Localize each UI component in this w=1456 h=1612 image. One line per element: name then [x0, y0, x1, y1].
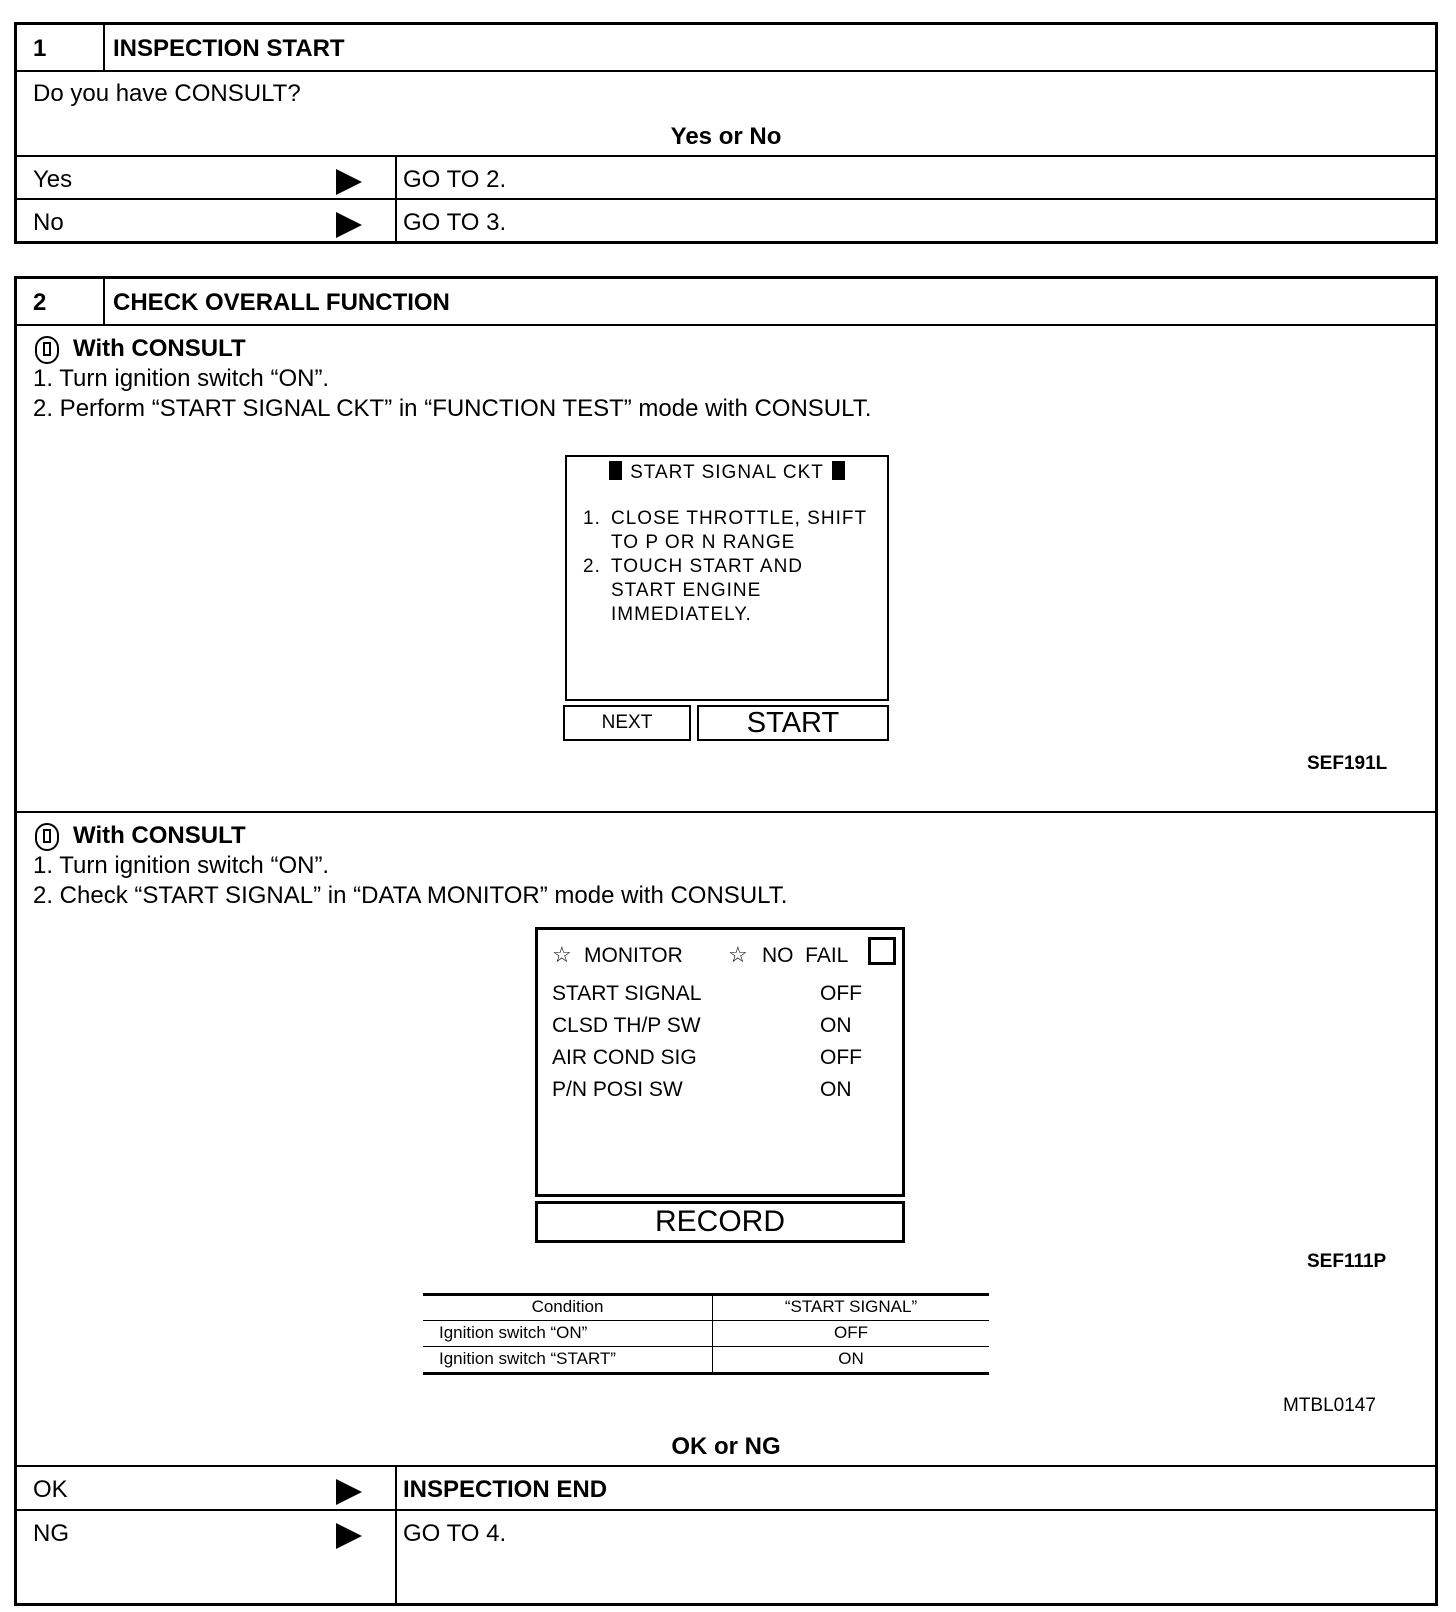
step-title: INSPECTION START [113, 35, 345, 62]
table-ref: MTBL0147 [1283, 1395, 1376, 1416]
table-cell: Ignition switch “ON” [439, 1323, 588, 1342]
table-rule [423, 1293, 989, 1296]
table-rule [423, 1372, 989, 1375]
table-header: “START SIGNAL” [784, 1297, 918, 1316]
arrow-right-icon [336, 212, 362, 238]
answer-no-action[interactable]: GO TO 3. [403, 209, 507, 236]
consult-icon [35, 823, 59, 851]
block-icon [609, 461, 622, 480]
divider [17, 198, 1435, 200]
start-button[interactable]: START [697, 705, 889, 741]
answer-yes-label: Yes [33, 166, 73, 193]
instruction-step-1: 1. Turn ignition switch “ON”. [33, 365, 330, 392]
monitor-row-name: CLSD TH/P SW [552, 1014, 701, 1037]
screen-title-row [567, 461, 887, 485]
block-icon [832, 461, 845, 480]
table-cell: ON [838, 1349, 864, 1368]
item-text: CLOSE THROTTLE, SHIFT [611, 508, 868, 529]
data-monitor-screen [535, 927, 905, 1197]
monitor-label: MONITOR [584, 944, 683, 967]
divider [395, 1465, 397, 1603]
section-heading: With CONSULT [73, 822, 246, 849]
monitor-row-name: P/N POSI SW [552, 1078, 683, 1101]
divider [17, 811, 1435, 813]
figure-ref: SEF111P [1307, 1251, 1387, 1272]
answer-no-label: No [33, 209, 64, 236]
divider [17, 1465, 1435, 1467]
instruction-step-2: 2. Check “START SIGNAL” in “DATA MONITOR” mode with CONSULT. [33, 882, 788, 909]
arrow-right-icon [336, 169, 362, 195]
nofail-label: NO FAIL [762, 944, 849, 967]
divider [17, 155, 1435, 157]
question-text: Do you have CONSULT? [33, 80, 301, 107]
condition-table [423, 1293, 989, 1377]
consult-icon [35, 336, 59, 364]
choice-label: OK or NG [671, 1433, 781, 1460]
figure-ref: SEF191L [1307, 753, 1388, 774]
table-cell: OFF [834, 1323, 868, 1342]
arrow-right-icon [336, 1523, 362, 1549]
divider [103, 279, 105, 325]
monitor-row-name: START SIGNAL [552, 982, 702, 1005]
instruction-step-2: 2. Perform “START SIGNAL CKT” in “FUNCTION TEST” mode with CONSULT. [33, 395, 872, 422]
table-cell: Ignition switch “START” [439, 1349, 616, 1368]
record-button[interactable]: RECORD [535, 1201, 905, 1243]
item-text: TOUCH START AND [611, 556, 804, 577]
divider [103, 25, 105, 71]
answer-ok-action[interactable]: INSPECTION END [403, 1476, 608, 1503]
item-number: 2. [583, 556, 601, 577]
answer-ng-label: NG [33, 1520, 69, 1547]
monitor-row-value: OFF [820, 1046, 862, 1069]
next-button[interactable]: NEXT [563, 705, 691, 741]
item-number: 1. [583, 508, 601, 529]
monitor-row-value: OFF [820, 982, 862, 1005]
step-number: 2 [33, 289, 47, 316]
star-icon: ☆ [728, 942, 748, 967]
table-rule [423, 1346, 989, 1347]
divider [17, 70, 1435, 72]
item-text: IMMEDIATELY. [611, 604, 752, 625]
table-header: Condition [531, 1297, 604, 1316]
step-1-box [14, 22, 1438, 244]
monitor-row-name: AIR COND SIG [552, 1046, 697, 1069]
answer-yes-action[interactable]: GO TO 2. [403, 166, 507, 193]
arrow-right-icon [336, 1479, 362, 1505]
step-2-box [14, 276, 1438, 1606]
item-text: START ENGINE [611, 580, 762, 601]
instruction-step-1: 1. Turn ignition switch “ON”. [33, 852, 330, 879]
screen-title: START SIGNAL CKT [630, 462, 824, 483]
star-icon: ☆ [552, 942, 572, 967]
answer-ok-label: OK [33, 1476, 68, 1503]
divider [17, 1509, 1435, 1511]
checkbox[interactable] [868, 937, 896, 965]
table-rule [423, 1320, 989, 1321]
monitor-row-value: ON [820, 1014, 852, 1037]
step-number: 1 [33, 35, 47, 62]
choice-label: Yes or No [670, 123, 782, 150]
monitor-row-value: ON [820, 1078, 852, 1101]
function-test-screen [565, 455, 889, 701]
section-heading: With CONSULT [73, 335, 246, 362]
item-text: TO P OR N RANGE [611, 532, 796, 553]
step-title: CHECK OVERALL FUNCTION [113, 289, 450, 316]
answer-ng-action[interactable]: GO TO 4. [403, 1520, 507, 1547]
divider [17, 324, 1435, 326]
